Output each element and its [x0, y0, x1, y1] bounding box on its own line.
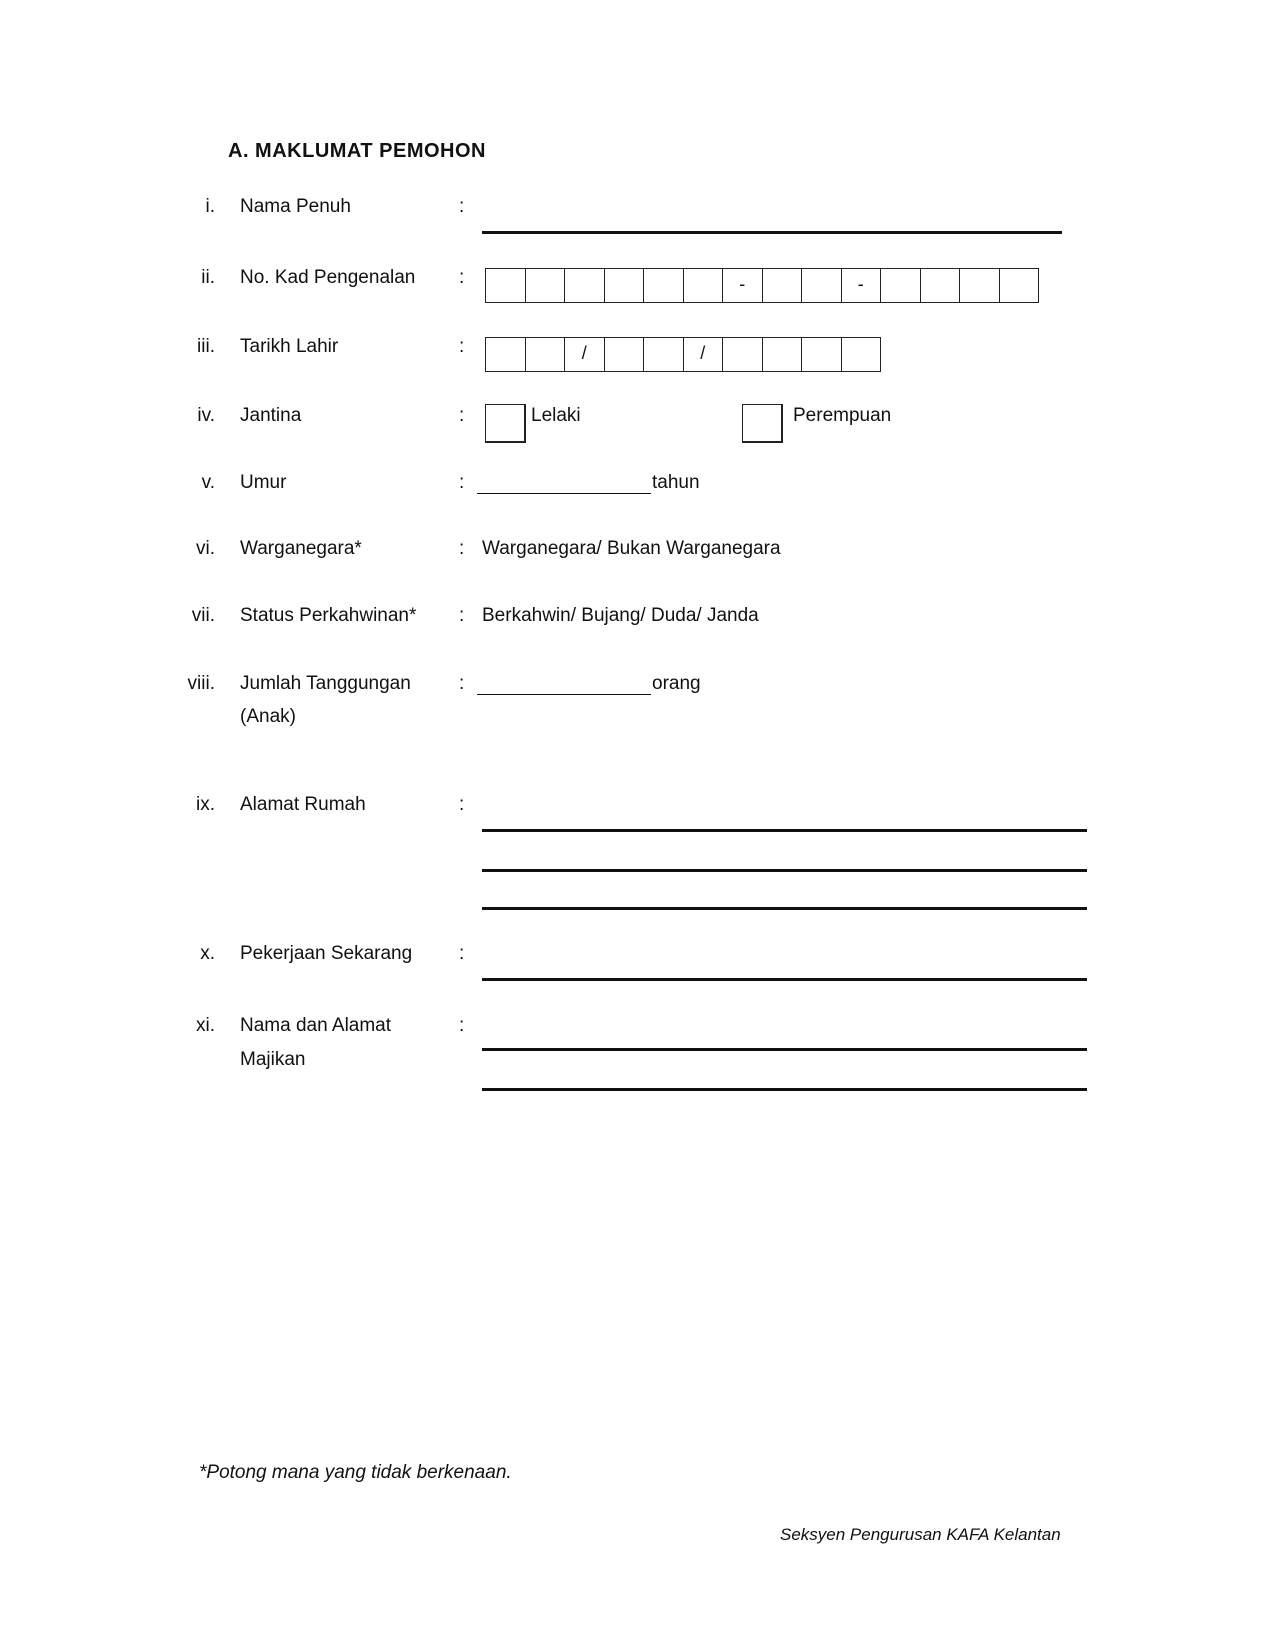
ic-digit-box[interactable]: [486, 269, 526, 302]
ic-digit-box[interactable]: [605, 269, 645, 302]
age-blank[interactable]: [477, 475, 651, 494]
ic-digit-box[interactable]: [644, 269, 684, 302]
label-occupation: Pekerjaan Sekarang: [240, 943, 413, 964]
label-ic-number: No. Kad Pengenalan: [240, 267, 416, 288]
date-digit-box[interactable]: [842, 338, 882, 371]
date-digit-box[interactable]: [526, 338, 566, 371]
colon: :: [459, 196, 465, 217]
colon: :: [459, 605, 465, 626]
label-full-name: Nama Penuh: [240, 196, 351, 217]
label-employer-sub: Majikan: [240, 1049, 306, 1070]
date-separator: /: [684, 338, 724, 371]
female-label: Perempuan: [793, 405, 892, 426]
label-birth-date: Tarikh Lahir: [240, 336, 339, 357]
date-digit-box[interactable]: [605, 338, 645, 371]
ic-digit-box[interactable]: [526, 269, 566, 302]
ic-digit-box[interactable]: [921, 269, 961, 302]
employer-line[interactable]: [482, 1048, 1087, 1051]
label-citizenship: Warganegara*: [240, 538, 362, 559]
date-digit-box[interactable]: [723, 338, 763, 371]
colon: :: [459, 405, 465, 426]
label-age: Umur: [240, 472, 287, 493]
field-number: vi.: [196, 538, 215, 559]
female-checkbox[interactable]: [742, 404, 783, 443]
ic-separator: -: [842, 269, 882, 302]
date-digit-box[interactable]: [802, 338, 842, 371]
field-number: v.: [201, 472, 215, 493]
field-number: i.: [205, 196, 215, 217]
label-dependants-sub: (Anak): [240, 706, 296, 727]
marital-options[interactable]: Berkahwin/ Bujang/ Duda/ Janda: [482, 605, 759, 626]
footer-text: Seksyen Pengurusan KAFA Kelantan: [780, 1525, 1061, 1544]
colon: :: [459, 943, 465, 964]
field-number: iii.: [197, 336, 215, 357]
date-separator: /: [565, 338, 605, 371]
date-digit-box[interactable]: [486, 338, 526, 371]
field-number: ix.: [196, 794, 215, 815]
ic-digit-box[interactable]: [802, 269, 842, 302]
home-address-line[interactable]: [482, 907, 1087, 910]
ic-number-boxes[interactable]: [485, 268, 1039, 303]
employer-line[interactable]: [482, 1088, 1087, 1091]
home-address-line[interactable]: [482, 829, 1087, 832]
occupation-line[interactable]: [482, 978, 1087, 981]
full-name-line[interactable]: [482, 231, 1062, 234]
ic-digit-box[interactable]: [960, 269, 1000, 302]
field-number: viii.: [187, 673, 215, 694]
male-label: Lelaki: [531, 405, 581, 426]
age-unit: tahun: [652, 472, 700, 493]
field-number: x.: [200, 943, 215, 964]
label-employer: Nama dan Alamat: [240, 1015, 392, 1036]
ic-digit-box[interactable]: [1000, 269, 1040, 302]
field-number: xi.: [196, 1015, 215, 1036]
colon: :: [459, 673, 465, 694]
colon: :: [459, 538, 465, 559]
citizenship-options[interactable]: Warganegara/ Bukan Warganegara: [482, 538, 781, 559]
field-number: iv.: [197, 405, 215, 426]
field-number: ii.: [201, 267, 215, 288]
label-gender: Jantina: [240, 405, 302, 426]
label-marital-status: Status Perkahwinan*: [240, 605, 417, 626]
colon: :: [459, 336, 465, 357]
ic-digit-box[interactable]: [684, 269, 724, 302]
colon: :: [459, 267, 465, 288]
colon: :: [459, 472, 465, 493]
label-home-address: Alamat Rumah: [240, 794, 366, 815]
colon: :: [459, 794, 465, 815]
date-digit-box[interactable]: [763, 338, 803, 371]
ic-digit-box[interactable]: [565, 269, 605, 302]
dependants-blank[interactable]: [477, 676, 651, 695]
footnote: *Potong mana yang tidak berkenaan.: [199, 1462, 512, 1483]
birth-date-boxes[interactable]: [485, 337, 881, 372]
ic-separator: -: [723, 269, 763, 302]
colon: :: [459, 1015, 465, 1036]
field-number: vii.: [191, 605, 215, 626]
male-checkbox[interactable]: [485, 404, 526, 443]
section-title: A. MAKLUMAT PEMOHON: [228, 140, 486, 162]
label-dependants: Jumlah Tanggungan: [240, 673, 411, 694]
date-digit-box[interactable]: [644, 338, 684, 371]
home-address-line[interactable]: [482, 869, 1087, 872]
ic-digit-box[interactable]: [763, 269, 803, 302]
ic-digit-box[interactable]: [881, 269, 921, 302]
dependants-unit: orang: [652, 673, 701, 694]
